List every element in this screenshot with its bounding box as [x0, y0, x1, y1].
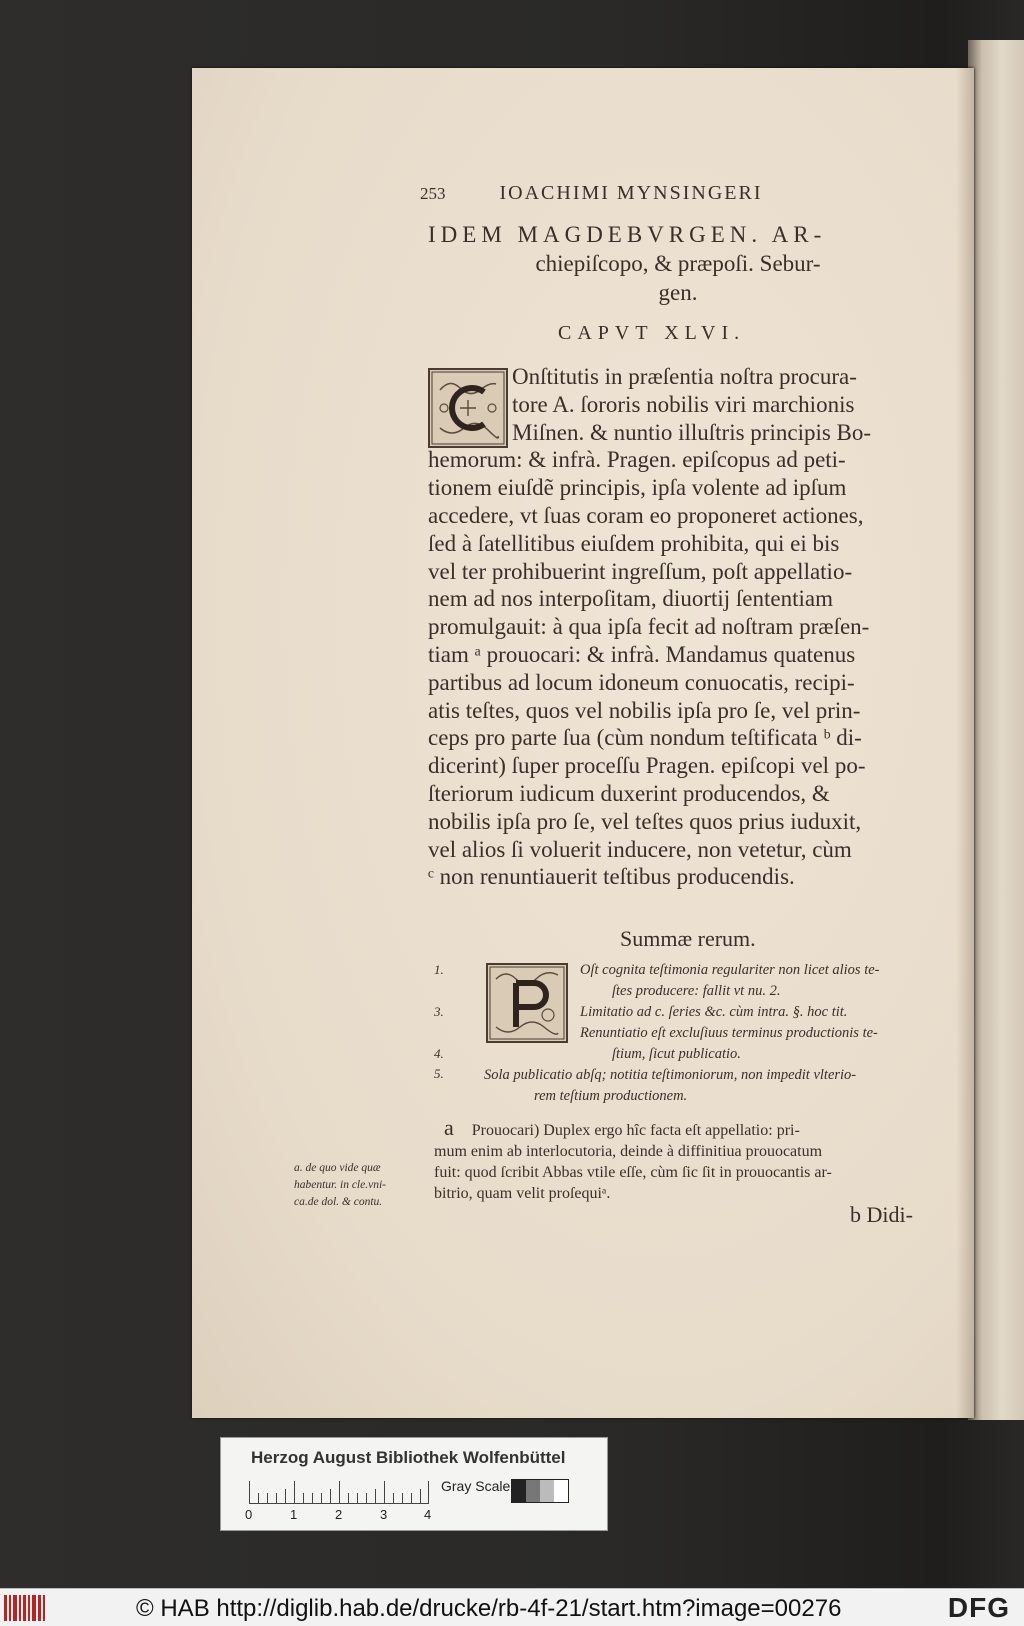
- ruler-number: 3: [380, 1507, 388, 1522]
- main-line: hemorum: & infrà. Pragen. epiſcopus ad peti-: [428, 447, 846, 473]
- ruler-tick: [321, 1493, 322, 1503]
- note-line: a Prouocari) Duplex ergo hîc facta eſt appellatio: pri-: [444, 1115, 800, 1140]
- ruler-tick: [393, 1493, 394, 1503]
- main-line: atis teſtes, quos vel nobilis ipſa pro ſe, vel prin-: [428, 697, 861, 723]
- main-line: Onſtitutis in præſentia noſtra procura-: [512, 364, 857, 389]
- summary-line: Sola publicatio abſq; notitia teſtimoniorum, non impedit vlterio-: [484, 1067, 857, 1083]
- summary-line: Oſt cognita teſtimonia regulariter non licet alios te-: [580, 962, 880, 978]
- main-line: dicerint) ſuper proceſſu Pragen. epiſcopi vel po-: [428, 753, 866, 779]
- ruler-tick: [348, 1493, 349, 1503]
- ruler-tick: [249, 1481, 250, 1503]
- source-url[interactable]: © HAB http://diglib.hab.de/drucke/rb-4f-21/start.htm?image=00276: [136, 1595, 842, 1622]
- ruler-tick: [384, 1481, 385, 1503]
- hab-logo-icon: [4, 1595, 46, 1621]
- main-line: vel ter prohibuerint ingreſſum, poſt appellatio-: [428, 558, 853, 584]
- ruler-tick: [402, 1493, 403, 1503]
- margin-line: habentur. in cle.vni-: [294, 1179, 386, 1191]
- gray-scale-swatch: [511, 1479, 569, 1503]
- ruler-tick: [366, 1493, 367, 1503]
- summary-number: 1.: [434, 962, 444, 977]
- main-line: tore A. ſororis nobilis viri marchionis: [512, 391, 855, 417]
- gutter-shadow: [956, 68, 974, 1418]
- ruler-number: 1: [290, 1507, 298, 1522]
- ruler-number: 4: [424, 1507, 432, 1522]
- note-line: bitrio, quam velit proſequiᵃ.: [434, 1185, 611, 1202]
- ruler-tick: [375, 1489, 376, 1503]
- chapter-title: [428, 220, 928, 307]
- ruler-tick: [294, 1481, 295, 1503]
- summary-heading: Summæ rerum.: [620, 926, 756, 951]
- ruler-tick: [357, 1493, 358, 1503]
- summary-number: 5.: [434, 1066, 444, 1081]
- ruler-tick: [312, 1493, 313, 1503]
- ruler-tick: [276, 1493, 277, 1503]
- color-calibration-card: [220, 1437, 608, 1531]
- main-line: Miſnen. & nuntio illuſtris principis Bo-: [512, 419, 872, 445]
- ornamental-initial-p: [486, 963, 568, 1043]
- commentary-note: [434, 1117, 944, 1204]
- ruler-tick: [303, 1493, 304, 1503]
- summary-line: Limitatio ad c. ſeries &c. cùm intra. §. hoc tit.: [580, 1004, 848, 1020]
- running-title: IOACHIMI MYNSINGERI: [499, 182, 763, 204]
- ruler-tick: [267, 1493, 268, 1503]
- main-line: ᶜ non renuntiauerit teſtibus producendis.: [428, 864, 795, 890]
- margin-line: ca.de dol. & contu.: [294, 1196, 383, 1208]
- main-line: tionem eiuſdẽ principis, ipſa volente ad ipſum: [428, 475, 847, 501]
- ruler-tick: [411, 1493, 412, 1503]
- running-header: [420, 182, 840, 205]
- gray-swatch: [540, 1480, 554, 1502]
- summary-line: Renuntiatio eſt excluſiuus terminus productionis te-: [580, 1025, 878, 1041]
- margin-note: [294, 1160, 434, 1211]
- main-line: ſteriorum iudicum duxerint producendos, &: [428, 780, 830, 806]
- summary-number: 3.: [434, 1004, 444, 1019]
- next-page-edge: [968, 40, 1024, 1420]
- note-line: mum enim ab interlocutoria, deinde à diffinitiua prouocatum: [434, 1143, 823, 1160]
- gray-swatch: [512, 1480, 526, 1502]
- title-line-3: gen.: [658, 280, 698, 305]
- ruler-tick: [258, 1493, 259, 1503]
- chapter-number: CAPVT XLVI.: [558, 322, 746, 344]
- title-line-2: chiepiſcopo, & præpoſi. Sebur-: [535, 251, 821, 276]
- gray-swatch: [554, 1480, 568, 1502]
- main-line: ceps pro parte ſua (cùm nondum teſtificata ᵇ di-: [428, 725, 862, 751]
- dfg-logo: DFG: [947, 1592, 1010, 1623]
- page-number: 253: [420, 184, 446, 203]
- ruler-tick: [285, 1489, 286, 1503]
- main-line: nobilis ipſa pro ſe, vel teſtes quos prius iuduxit,: [428, 808, 862, 834]
- ruler-tick: [428, 1481, 429, 1503]
- main-text: [428, 363, 928, 891]
- ruler-tick: [339, 1481, 340, 1503]
- summary-line: ſtes producere: fallit vt nu. 2.: [612, 983, 781, 999]
- scale-ruler: [249, 1480, 429, 1504]
- note-line: fuit: quod ſcribit Abbas vtile eſſe, cùm ſic ſit in prouocantis ar-: [434, 1164, 832, 1181]
- library-name: Herzog August Bibliothek Wolfenbüttel: [251, 1448, 566, 1467]
- ruler-number: 0: [245, 1507, 253, 1522]
- title-line-1: IDEM MAGDEBVRGEN. AR-: [428, 222, 827, 247]
- footer-bar: [0, 1588, 1024, 1626]
- main-line: vel alios ſi voluerit inducere, non vetetur, cùm: [428, 836, 852, 862]
- ruler-tick: [330, 1489, 331, 1503]
- main-line: accedere, vt ſuas coram eo proponeret actiones,: [428, 502, 864, 528]
- gray-swatch: [526, 1480, 540, 1502]
- margin-line: a. de quo vide quæ: [294, 1162, 381, 1174]
- summary-number: 4.: [434, 1046, 444, 1061]
- ruler-tick: [420, 1489, 421, 1503]
- note-marker: a: [444, 1115, 454, 1140]
- gray-scale-label: Gray Scale: [441, 1478, 511, 1494]
- main-line: promulgauit: à qua ipſa fecit ad noſtram præſen-: [428, 614, 870, 640]
- main-line: ſed à ſatellitibus eiuſdem prohibita, qui ei bis: [428, 530, 840, 556]
- main-line: partibus ad locum idoneum conuocatis, recipi-: [428, 669, 855, 695]
- main-line: tiam ᵃ prouocari: & infrà. Mandamus quatenus: [428, 641, 856, 667]
- summary-line: ſtium, ſicut publicatio.: [612, 1046, 741, 1062]
- main-line: nem ad nos interpoſitam, diuortij ſententiam: [428, 586, 833, 612]
- catchword: b Didi-: [850, 1202, 913, 1227]
- ruler-number: 2: [335, 1507, 343, 1522]
- summary-line: rem teſtium productionem.: [534, 1088, 688, 1104]
